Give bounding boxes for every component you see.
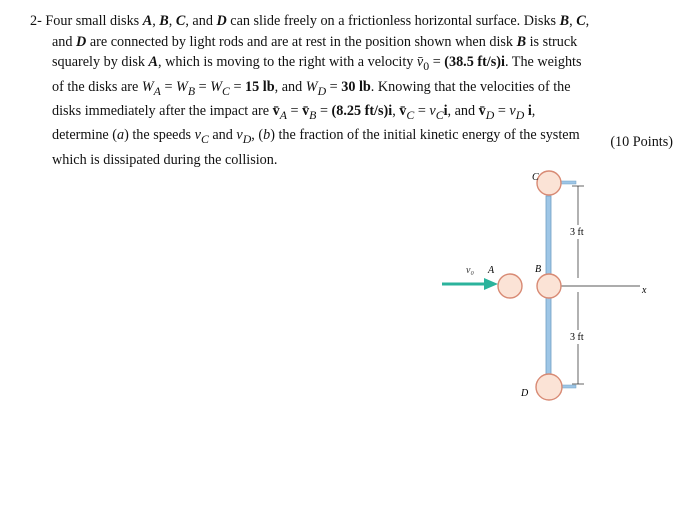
problem-line-4: of the disks are $W_A = W_B = W_C = 15$ lb, and $W_D = 30$ lb. Knowing that the velocities of the bbox=[52, 78, 571, 98]
problem-line-7: which is dissipated during the collision. bbox=[52, 151, 278, 168]
label-C: C bbox=[532, 172, 539, 183]
problem-number: 2- bbox=[30, 13, 42, 29]
dimension-bottom-label: 3 ft bbox=[570, 332, 584, 343]
disk-C bbox=[537, 171, 561, 195]
points-label: (10 Points) bbox=[610, 134, 673, 150]
problem-line-2: and D are connected by light rods and are at rest in the position shown when disk B is struck bbox=[52, 33, 578, 50]
velocity-label: v₀ bbox=[466, 265, 474, 276]
dimension-top-label: 3 ft bbox=[570, 227, 584, 238]
problem-line-3: squarely by disk A, which is moving to the right with a velocity $v̄_0 = (38.5$ ft/s)i. The weights bbox=[52, 54, 582, 74]
disk-A bbox=[498, 274, 522, 298]
label-D: D bbox=[521, 388, 529, 399]
problem-line-1: 2- Four small disks A, B, C, and D can slide freely on a frictionless horizontal surface. Disks B, C, bbox=[30, 13, 590, 29]
label-A: A bbox=[488, 265, 495, 276]
x-axis-label: x bbox=[642, 285, 647, 296]
problem-line-6: determine (a) the speeds $v_C$ and $v_D$, (b) the fraction of the initial kinetic energy of the system bbox=[52, 127, 580, 147]
disk-B bbox=[537, 274, 561, 298]
problem-line-5: disks immediately after the impact are $v̄_A$ = $v̄_B = (8.25$ ft/s)i, $v̄_C = v_Ci$, and $v̄_D = v_D$ i, bbox=[52, 103, 536, 122]
label-B: B bbox=[535, 264, 542, 275]
disk-D bbox=[536, 374, 562, 400]
velocity-arrowhead bbox=[484, 278, 498, 290]
